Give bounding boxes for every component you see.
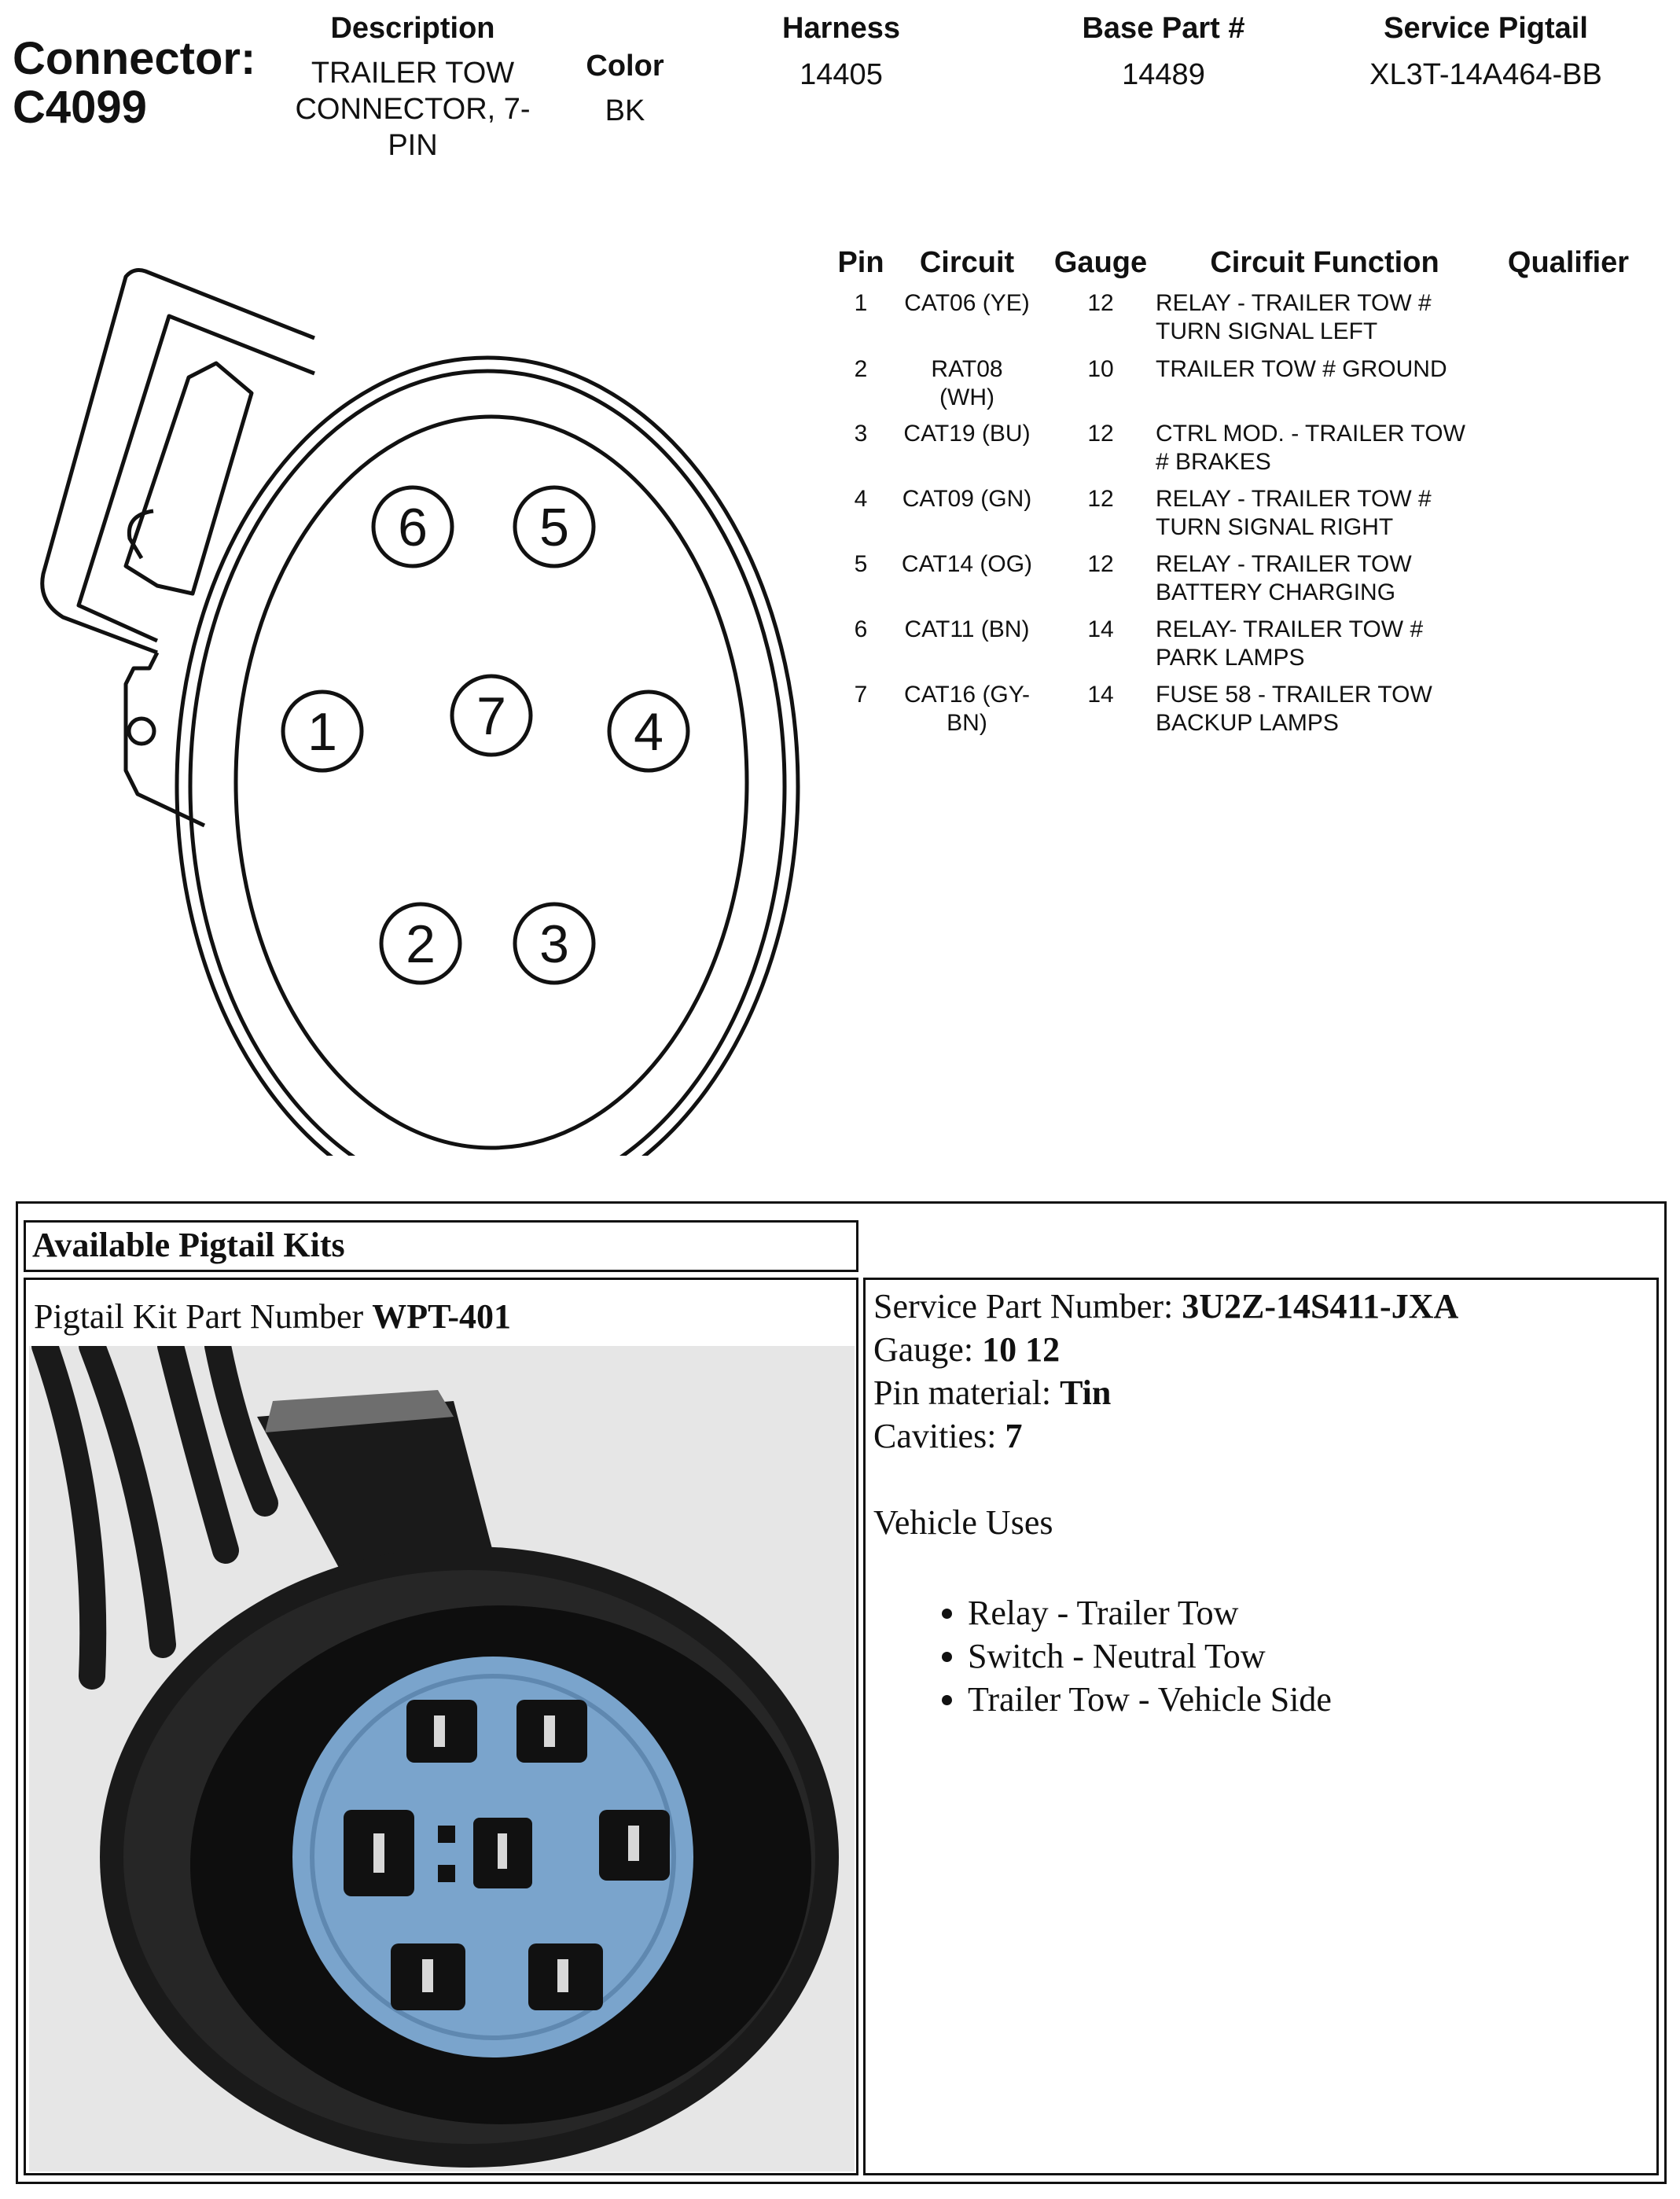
function-cell-line: # BRAKES: [1156, 449, 1271, 475]
service-pigtail-label: Service Pigtail: [1384, 12, 1588, 45]
function-cell-line: RELAY - TRAILER TOW #: [1156, 486, 1432, 512]
pin-cell-line: 2: [854, 356, 868, 382]
function-cell: [1156, 485, 1502, 542]
gauge-cell: [1057, 289, 1144, 318]
pin-5-label: 5: [539, 498, 569, 557]
gauge-cell: [1057, 420, 1144, 448]
pin-header: Pin: [837, 246, 884, 279]
color-value: BK: [605, 94, 645, 127]
color-label: Color: [586, 50, 664, 83]
list-item: • Relay - Trailer Tow: [968, 1591, 1656, 1635]
description-line: TRAILER TOW: [311, 57, 515, 90]
function-cell-line: RELAY - TRAILER TOW #: [1156, 290, 1432, 316]
circuit-cell-line: BN): [947, 710, 987, 736]
gauge-cell: [1057, 616, 1144, 644]
circuit-cell-line: CAT19 (BU): [903, 421, 1031, 447]
cavities-line: [873, 1414, 1656, 1458]
circuit-cell-line: RAT08: [931, 356, 1003, 382]
latch-inner: [79, 316, 314, 641]
pin-6-label: 6: [398, 498, 428, 557]
function-cell-line: FUSE 58 - TRAILER TOW: [1156, 682, 1432, 708]
function-cell: [1156, 681, 1502, 737]
function-cell-line: PARK LAMPS: [1156, 645, 1305, 671]
terminal-blade: [373, 1833, 384, 1873]
service-part-line: [873, 1285, 1656, 1328]
circuit-cell-line: CAT16 (GY-: [903, 682, 1031, 708]
gauge-cell: [1057, 550, 1144, 579]
pin-3-label: 3: [539, 914, 569, 974]
function-cell-line: CTRL MOD. - TRAILER TOW: [1156, 421, 1465, 447]
housing-face: [236, 417, 747, 1148]
terminal-blade: [434, 1715, 445, 1747]
cavities-value: 7: [1005, 1417, 1023, 1455]
gauge-cell-line: 10: [1087, 356, 1114, 382]
pin-4-label: 4: [634, 702, 664, 762]
kit-info-cell: [863, 1278, 1659, 2175]
kits-title-cell: [24, 1220, 858, 1272]
function-cell: [1156, 289, 1502, 346]
mount-hole: [129, 719, 154, 744]
description-value: [271, 55, 554, 164]
vehicle-uses-label: Vehicle Uses: [873, 1503, 1053, 1542]
pin-material-line: [873, 1371, 1656, 1414]
function-cell-line: BATTERY CHARGING: [1156, 579, 1396, 605]
function-cell-line: BACKUP LAMPS: [1156, 710, 1339, 736]
connector-label: Connector:: [13, 33, 256, 84]
gauge-cell-line: 14: [1087, 682, 1114, 708]
function-cell: [1156, 355, 1502, 384]
base-part-label: Base Part #: [1082, 12, 1245, 45]
pin-cell-line: 4: [854, 486, 868, 512]
pin-1-label: 1: [307, 702, 337, 762]
gauge-cell-line: 12: [1087, 290, 1114, 316]
pin-cell: [841, 550, 880, 579]
list-item: • Switch - Neutral Tow: [968, 1635, 1656, 1678]
service-pigtail-value: XL3T-14A464-BB: [1369, 58, 1602, 91]
pin-cell: [841, 420, 880, 448]
description-label: Description: [330, 12, 495, 45]
circuit-header: Circuit: [919, 246, 1015, 279]
pigtail-photo: [29, 1346, 855, 2171]
vehicle-uses-list: [873, 1591, 1656, 1721]
terminal-blade: [498, 1833, 507, 1869]
circuit-cell-line: CAT11 (BN): [904, 616, 1030, 642]
connector-id: C4099: [13, 82, 147, 133]
gauge-line: [873, 1328, 1656, 1371]
pin-cell-line: 6: [854, 616, 868, 642]
pin-cell: [841, 616, 880, 644]
kit-part-number: [26, 1280, 856, 1338]
service-part-label: Service Part Number:: [873, 1287, 1182, 1326]
cavities-label: Cavities:: [873, 1417, 1005, 1455]
kits-title: Available Pigtail Kits: [32, 1226, 345, 1264]
terminal-blade: [628, 1826, 639, 1861]
housing-outer: [177, 358, 798, 1156]
circuit-cell: [888, 616, 1046, 644]
circuit-cell: [888, 420, 1046, 448]
function-header: Circuit Function: [1210, 246, 1439, 279]
qualifier-header: Qualifier: [1507, 246, 1630, 279]
gauge-cell: [1057, 355, 1144, 384]
circuit-cell: [888, 485, 1046, 513]
pin-cell-line: 1: [854, 290, 868, 316]
pin-cell-line: 7: [854, 682, 868, 708]
pin-material-value: Tin: [1060, 1373, 1112, 1412]
gauge-cell: [1057, 681, 1144, 709]
harness-label: Harness: [782, 12, 900, 45]
kit-part-value: WPT-401: [372, 1297, 512, 1336]
function-cell: [1156, 550, 1502, 607]
circuit-cell: [888, 355, 1046, 412]
insert-key: [438, 1865, 455, 1882]
terminal-blade: [557, 1959, 568, 1992]
kit-info: [866, 1280, 1656, 1721]
description-line: PIN: [388, 129, 438, 162]
circuit-cell: [888, 289, 1046, 318]
gauge-value: 10 12: [982, 1330, 1061, 1369]
gauge-header: Gauge: [1053, 246, 1148, 279]
service-part-value: 3U2Z-14S411-JXA: [1182, 1287, 1459, 1326]
pin-2-label: 2: [406, 914, 436, 974]
pin-cell-line: 5: [854, 551, 868, 577]
pin-cell: [841, 681, 880, 709]
terminal-blade: [422, 1959, 433, 1992]
gauge-cell-line: 12: [1087, 551, 1114, 577]
base-part-value: 14489: [1122, 58, 1205, 91]
gauge-label: Gauge:: [873, 1330, 983, 1369]
gauge-cell-line: 12: [1087, 486, 1114, 512]
circuit-cell: [888, 550, 1046, 579]
pin-cell: [841, 289, 880, 318]
circuit-cell-line: CAT09 (GN): [902, 486, 1032, 512]
gauge-cell: [1057, 485, 1144, 513]
pin-cell: [841, 485, 880, 513]
pin-cell: [841, 355, 880, 384]
gauge-cell-line: 12: [1087, 421, 1114, 447]
circuit-cell-line: CAT06 (YE): [904, 290, 1030, 316]
circuit-cell-line: (WH): [939, 384, 994, 410]
description-line: CONNECTOR, 7-: [295, 93, 531, 126]
list-item: • Trailer Tow - Vehicle Side: [968, 1678, 1656, 1721]
connector-title: [13, 35, 255, 132]
function-cell-line: TURN SIGNAL RIGHT: [1156, 514, 1394, 540]
kit-photo-cell: [24, 1278, 858, 2175]
function-cell-line: RELAY - TRAILER TOW: [1156, 551, 1412, 577]
pin-cell-line: 3: [854, 421, 868, 447]
insert-key: [438, 1826, 455, 1843]
circuit-cell-line: CAT14 (OG): [901, 551, 1033, 577]
function-cell-line: TURN SIGNAL LEFT: [1156, 318, 1378, 344]
function-cell-line: TRAILER TOW # GROUND: [1156, 356, 1447, 382]
terminal-blade: [544, 1715, 555, 1747]
gauge-cell-line: 14: [1087, 616, 1114, 642]
housing-rim: [190, 371, 785, 1156]
pin-7-label: 7: [476, 686, 506, 746]
harness-value: 14405: [800, 58, 883, 91]
function-cell: [1156, 420, 1502, 476]
function-cell: [1156, 616, 1502, 672]
circuit-cell: [888, 681, 1046, 737]
connector-diagram: [0, 228, 810, 1156]
kit-part-label: Pigtail Kit Part Number: [34, 1297, 373, 1336]
pin-material-label: Pin material:: [873, 1373, 1061, 1412]
function-cell-line: RELAY- TRAILER TOW #: [1156, 616, 1424, 642]
